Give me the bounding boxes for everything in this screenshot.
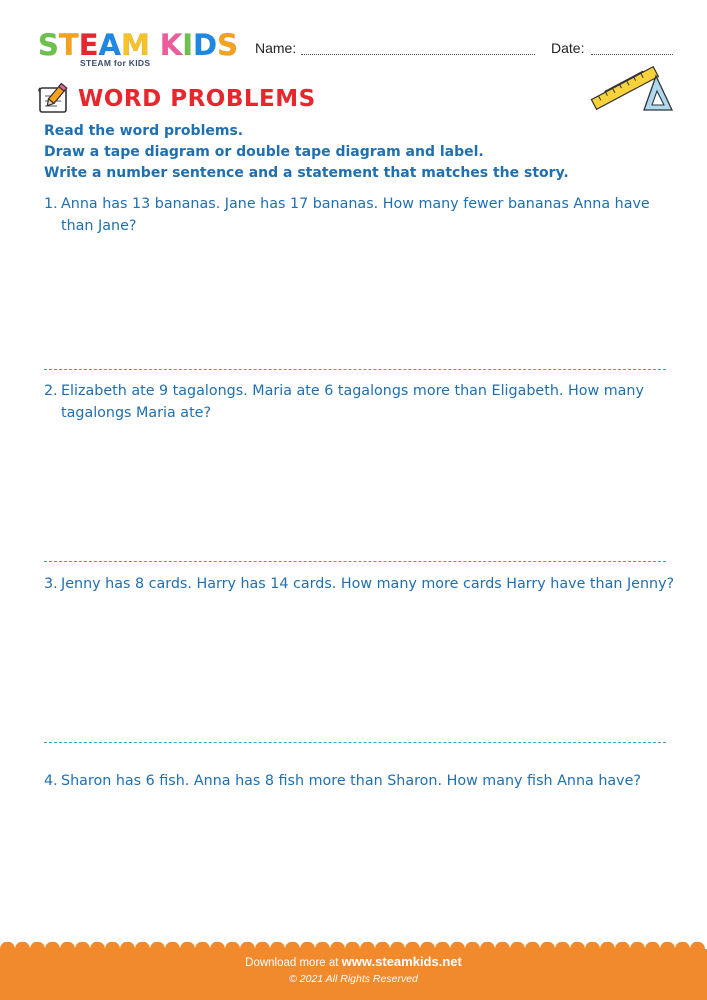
footer-copyright: © 2021 All Rights Reserved <box>289 973 418 985</box>
logo-letter: A <box>98 28 121 62</box>
steam-kids-logo <box>38 30 238 70</box>
problem-3 <box>44 573 684 595</box>
logo-letter: I <box>182 28 194 62</box>
instruction-line: Read the word problems. <box>44 123 244 139</box>
problem-text: Jenny has 8 cards. Harry has 14 cards. How many more cards Harry have than Jenny? <box>61 576 675 592</box>
logo-letter: M <box>120 28 150 62</box>
instruction-line: Draw a tape diagram or double tape diagram and label. <box>44 144 484 160</box>
name-blank-line[interactable] <box>301 54 535 55</box>
logo-wordmark <box>38 30 238 60</box>
footer-banner <box>0 942 707 1000</box>
problem-number: 4. <box>44 773 58 789</box>
dashed-divider <box>44 369 666 370</box>
instruction-line: Write a number sentence and a statement that matches the story. <box>44 165 569 181</box>
footer-download-line <box>0 954 707 969</box>
date-blank-line[interactable] <box>591 54 673 55</box>
date-label: Date: <box>551 40 585 56</box>
footer-download-text: Download more at <box>245 957 342 969</box>
problem-number: 2. <box>44 383 58 399</box>
problem-text: Anna has 13 bananas. Jane has 17 bananas. How many fewer bananas Anna have than Jane? <box>61 196 650 234</box>
problem-number: 1. <box>44 196 58 212</box>
dashed-divider <box>44 742 666 743</box>
problem-number: 3. <box>44 576 58 592</box>
footer-site-link[interactable]: www.steamkids.net <box>341 954 462 969</box>
name-date-row <box>255 40 675 60</box>
logo-letter: K <box>159 28 183 62</box>
logo-letter: T <box>58 28 79 62</box>
logo-letter: S <box>217 28 238 62</box>
name-label: Name: <box>255 40 297 56</box>
instructions <box>44 121 684 184</box>
problem-text: Elizabeth ate 9 tagalongs. Maria ate 6 tagalongs more than Eligabeth. How many tagalongs Maria ate? <box>61 383 644 421</box>
page-title: WORD PROBLEMS <box>78 86 316 112</box>
logo-letter: D <box>193 28 218 62</box>
logo-letter: S <box>38 28 59 62</box>
problem-2 <box>44 380 684 424</box>
problem-1 <box>44 193 684 237</box>
dashed-divider <box>44 561 666 562</box>
pencil-paper-icon <box>37 82 71 116</box>
logo-letter: E <box>78 28 99 62</box>
logo-subtitle: STEAM for KIDS <box>80 58 151 68</box>
problem-4 <box>44 770 684 792</box>
problem-text: Sharon has 6 fish. Anna has 8 fish more than Sharon. How many fish Anna have? <box>61 773 641 789</box>
ruler-pencil-triangle-icon <box>586 62 674 114</box>
